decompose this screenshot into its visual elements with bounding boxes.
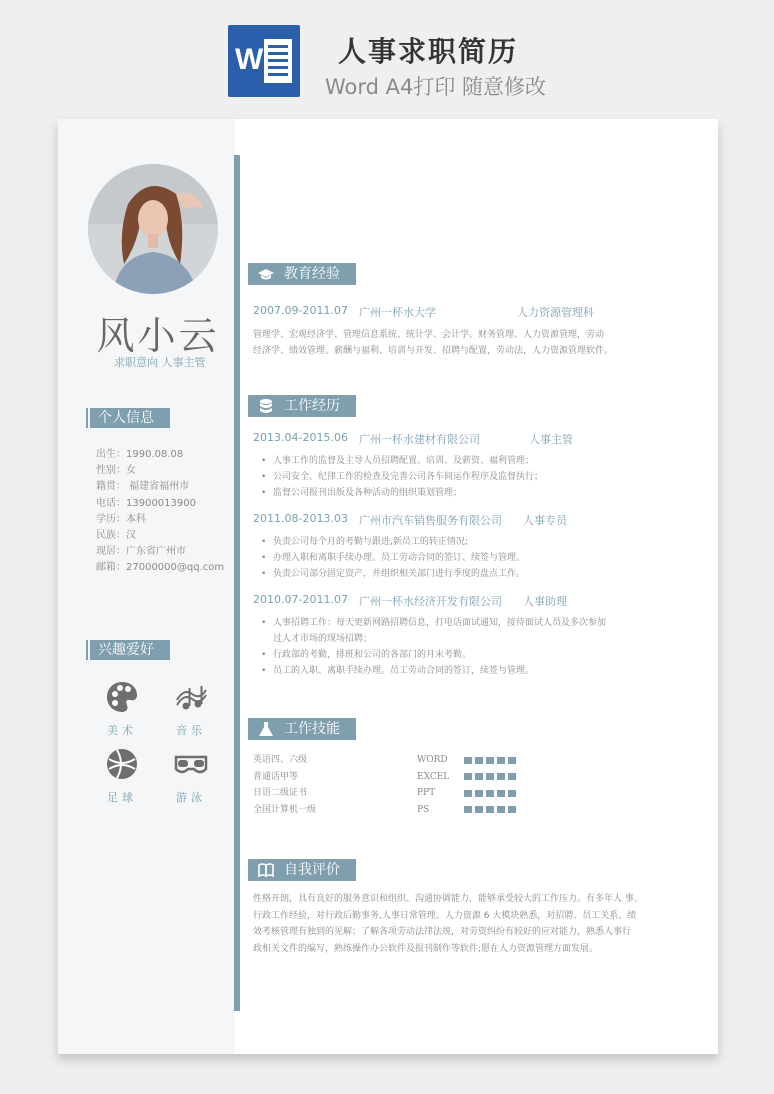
skill-level-word bbox=[464, 752, 516, 769]
palette-icon bbox=[105, 680, 139, 714]
personal-info-list bbox=[96, 447, 224, 577]
work-tag: 工作经历 bbox=[248, 395, 356, 417]
graduation-cap-icon bbox=[258, 266, 274, 282]
job-3-duties: • 人事招聘工作：每天更新网路招聘信息，打电话面试通知，接待面试人员及多次参加 过人才市场的现场招聘； • 行政部的考勤，排班和公司的各部门的月末考勤。 • 员工的入职、离职手续办理。员工劳动合同的签订，续签与管理。 bbox=[261, 615, 651, 679]
database-icon bbox=[258, 398, 274, 414]
info-ethnicity: 民族：汉 bbox=[96, 530, 136, 542]
resume-page: 风小云 求职意向 人事主管 个人信息 出生：1990.08.08 性别：女 籍贯： 福建省福州市 电话：13900013900 学历：本科 民族：汉 现居：广东省广州市 邮箱：27000000@qq.com 兴趣爱好 美术 音乐 足球 游泳 教育经验 2007.09-2011.07 广州一杯水大学 人力资源管理科 管理学、宏观经济学、管理信息系统、统计学、会计学、财务管理、人力资源管理，劳动 经济学、绩效管理、薪酬与福利、培训与开发、招聘与配置，劳动法，人力资源管理软件。 工作经历 2013.04-2015.06 广州一杯水建材有限公司 人事主管 • 人事工作的监督及主导人员招聘配置、培训、及薪资、福利管理； • 公司安全、纪律工作的检查及完善公司各车间运作程序及监督执行； • 监督公司报刊出版及各种活动的组织策划管理； 2011.08-2013.03 广州市汽车销售服务有限公司 人事专员 • 负责公司每个月的考勤与跟进,新员工的转正情况; • 办理入职和离职手续办理。员工劳动合同的签订、续签与管理。 • 负责公司部分固定资产，并组织相关部门进行季度的盘点工作。 2010.07-2011.07 广州一杯水经济开发有限公司 人事助理 • 人事招聘工作：每天更新网路招聘信息，打电话面试通知，接待面试人员及多次参加 过人才市场的现场招聘； • 行政部的考勤，排班和公司的各部门的月末考勤。 • 员工的入职、离职手续办理。员工劳动合同的签订，续签与管理。 工作技能 英语四、六级 普通话甲等 日语二级证书 全国计算机一级 WORD EXCEL PPT PS 自我评价 性格开朗，具有良好的服务意识和组织、沟通协调能力，能够承受较大的工作压力。有多年人 事、 行政工作经验，对行政后勤事务,人事日常管理、人力资源 6 大模块熟悉，对招聘、员工关系、绩 效考核管理有独到的见解；了解各项劳动法律法规，对劳资纠纷有较好的应对能力，熟悉人事行 政相关文件的编写，熟练操作办公软件及报刊制作等软件;愿在人力资源管理方面发展。 bbox=[58, 119, 718, 1054]
skill-level-excel bbox=[464, 769, 516, 786]
divider-bar bbox=[234, 155, 240, 1011]
page-subtitle: Word A4打印 随意修改 bbox=[325, 75, 547, 99]
self-eval-text: 性格开朗，具有良好的服务意识和组织、沟通协调能力，能够承受较大的工作压力。有多年人 事、 行政工作经验，对行政后勤事务,人事日常管理、人力资源 6 大模块熟悉，对招聘、员工关系、绩 效考核管理有独到的见解；了解各项劳动法律法规，对劳资纠纷有较好的应对能力，熟悉人事行 政相关文件的编写，熟练操作办公软件及报刊制作等软件;愿在人力资源管理方面发展。 bbox=[253, 894, 643, 954]
info-gender: 性别：女 bbox=[96, 465, 136, 477]
info-residence: 现居：广东省广州市 bbox=[96, 546, 186, 558]
word-icon: W bbox=[228, 25, 300, 97]
info-birth: 出生：1990.08.08 bbox=[96, 449, 184, 460]
personal-info-tag: 个人信息 bbox=[90, 408, 170, 428]
education-desc: 管理学、宏观经济学、管理信息系统、统计学、会计学、财务管理、人力资源管理，劳动 经济学、绩效管理、薪酬与福利、培训与开发、招聘与配置，劳动法，人力资源管理软件。 bbox=[253, 330, 614, 356]
hobbies-tag: 兴趣爱好 bbox=[90, 640, 170, 660]
job-1-duties: • 人事工作的监督及主导人员招聘配置、培训、及薪资、福利管理； • 公司安全、纪律工作的检查及完善公司各车间运作程序及监督执行； • 监督公司报刊出版及各种活动的组织策划管理； bbox=[261, 453, 651, 501]
job-2-duties: • 负责公司每个月的考勤与跟进,新员工的转正情况; • 办理入职和离职手续办理。员工劳动合同的签订、续签与管理。 • 负责公司部分固定资产，并组织相关部门进行季度的盘点工作。 bbox=[261, 534, 651, 582]
page-header bbox=[0, 0, 774, 118]
hobby-music: 音乐 bbox=[171, 680, 211, 738]
ball-icon bbox=[105, 747, 139, 781]
tools-list: WORD EXCEL PPT PS bbox=[417, 755, 450, 815]
hobby-football: 足球 bbox=[102, 747, 142, 805]
hobby-art: 美术 bbox=[102, 680, 142, 738]
page-title: 人事求职简历 bbox=[338, 35, 519, 68]
goggles-icon bbox=[174, 747, 208, 781]
avatar bbox=[88, 164, 218, 294]
book-icon bbox=[258, 862, 274, 878]
info-phone: 电话：13900013900 bbox=[96, 497, 196, 509]
hobby-swimming: 游泳 bbox=[171, 747, 211, 805]
education-tag: 教育经验 bbox=[248, 263, 356, 285]
education-school: 广州一杯水大学 bbox=[359, 306, 436, 319]
person-name: 风小云 bbox=[96, 314, 220, 358]
certificates-list: 英语四、六级 普通话甲等 日语二级证书 全国计算机一级 bbox=[253, 755, 317, 815]
flask-icon bbox=[258, 721, 274, 737]
info-email: 邮箱：27000000@qq.com bbox=[96, 562, 225, 574]
info-origin: 籍贯： 福建省福州市 bbox=[96, 481, 190, 493]
education-major: 人力资源管理科 bbox=[517, 306, 594, 319]
info-education: 学历：本科 bbox=[96, 513, 146, 525]
skill-level-bars bbox=[464, 752, 516, 818]
skill-level-ps bbox=[464, 802, 516, 819]
skill-level-ppt bbox=[464, 785, 516, 802]
skills-tag: 工作技能 bbox=[248, 718, 356, 740]
self-eval-tag: 自我评价 bbox=[248, 859, 356, 881]
job-intent: 求职意向 人事主管 bbox=[114, 356, 206, 369]
music-icon bbox=[174, 680, 208, 714]
education-period: 2007.09-2011.07 bbox=[253, 304, 348, 317]
